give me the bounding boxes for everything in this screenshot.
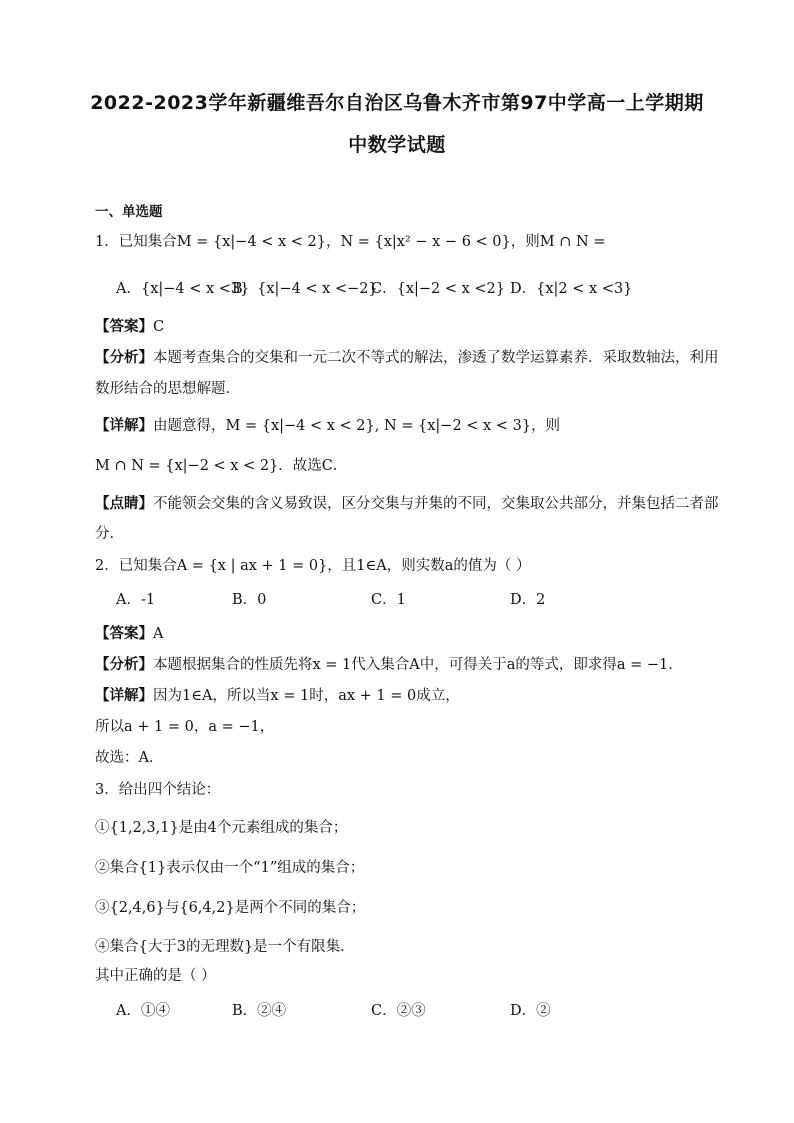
q3-option-c: C．②③ [371,1003,426,1019]
q3-stem: 3．给出四个结论： [95,782,221,798]
q1-comment-line-2: 分． [95,526,124,542]
q1-detail-tag: 【详解】 [95,418,153,434]
q1-answer-value: C [153,319,165,335]
q2-option-d: D．2 [510,592,546,608]
q1-stem: 1．已知集合M = {x|−4 < x < 2}，N = {x|x² − x − 6 < 0}，则M ∩ N = [95,234,606,250]
q3-option-a: A．①④ [116,1003,170,1019]
q2-detail-line-3: 故选：A． [95,750,164,766]
q2-stem: 2．已知集合A = {x | ax + 1 = 0}，且1∈A，则实数a的值为（ ） [95,558,531,574]
q2-option-b: B．0 [232,592,267,608]
q1-analysis-line-1 [95,348,719,368]
q1-comment-line-1 [95,494,719,514]
q1-option-b: B．{x|−4 < x <−2} [232,281,378,297]
q3-option-b: B．②④ [232,1003,287,1019]
q3-item-3: ③{2,4,6}与{6,4,2}是两个不同的集合； [95,900,366,916]
q3-option-d: D．② [510,1003,551,1019]
q1-comment-text-1: 不能领会交集的含义易致误，区分交集与并集的不同，交集取公共部分，并集包括二者部 [153,496,719,512]
q2-detail-line-2: 所以a + 1 = 0，a = −1， [95,719,275,735]
title-line-1: 2022-2023学年新疆维吾尔自治区乌鲁木齐市第97中学高一上学期期 [90,92,704,114]
section-heading: 一、单选题 [95,204,163,220]
q2-answer-tag: 【答案】 [95,626,153,642]
q3-item-1: ①{1,2,3,1}是由4个元素组成的集合； [95,820,348,836]
q2-detail-tag: 【详解】 [95,688,153,704]
q1-option-d: D．{x|2 < x <3} [510,281,633,297]
q1-detail-line-1 [95,416,560,436]
q1-analysis-text-1: 本题考查集合的交集和一元二次不等式的解法，渗透了数学运算素养．采取数轴法，利用 [153,350,719,366]
q2-detail-line-1 [95,686,460,706]
q2-answer-value: A [153,626,164,642]
q1-comment-tag: 【点睛】 [95,496,153,512]
q2-answer [95,624,163,644]
q3-item-4: ④集合{大于3的无理数}是一个有限集． [95,939,355,955]
q1-answer-tag: 【答案】 [95,319,153,335]
q2-analysis-tag: 【分析】 [95,657,153,673]
q1-option-c: C．{x|−2 < x <2} [371,281,506,297]
q1-detail-text-1: 由题意得，M = {x|−4 < x < 2}, N = {x|−2 < x < 3}，则 [153,418,561,434]
title-line-2: 中数学试题 [348,134,446,156]
q3-item-2: ②集合{1}表示仅由一个“1”组成的集合； [95,860,365,876]
q2-analysis-text-1: 本题根据集合的性质先将x = 1代入集合A中，可得关于a的等式，即求得a = −1． [153,657,683,673]
q3-prompt: 其中正确的是（ ） [95,968,216,984]
q1-answer [95,317,164,337]
q1-analysis-line-2: 数形结合的思想解题． [95,381,240,397]
q2-analysis-line-1 [95,655,683,675]
q2-option-a: A．-1 [116,592,156,608]
q1-analysis-tag: 【分析】 [95,350,153,366]
q1-option-a: A．{x|−4 < x <3} [116,281,250,297]
q2-detail-text-1: 因为1∈A，所以当x = 1时，ax + 1 = 0成立， [153,688,460,704]
q2-option-c: C．1 [371,592,406,608]
q1-detail-line-2: M ∩ N = {x|−2 < x < 2}．故选C． [95,458,348,474]
